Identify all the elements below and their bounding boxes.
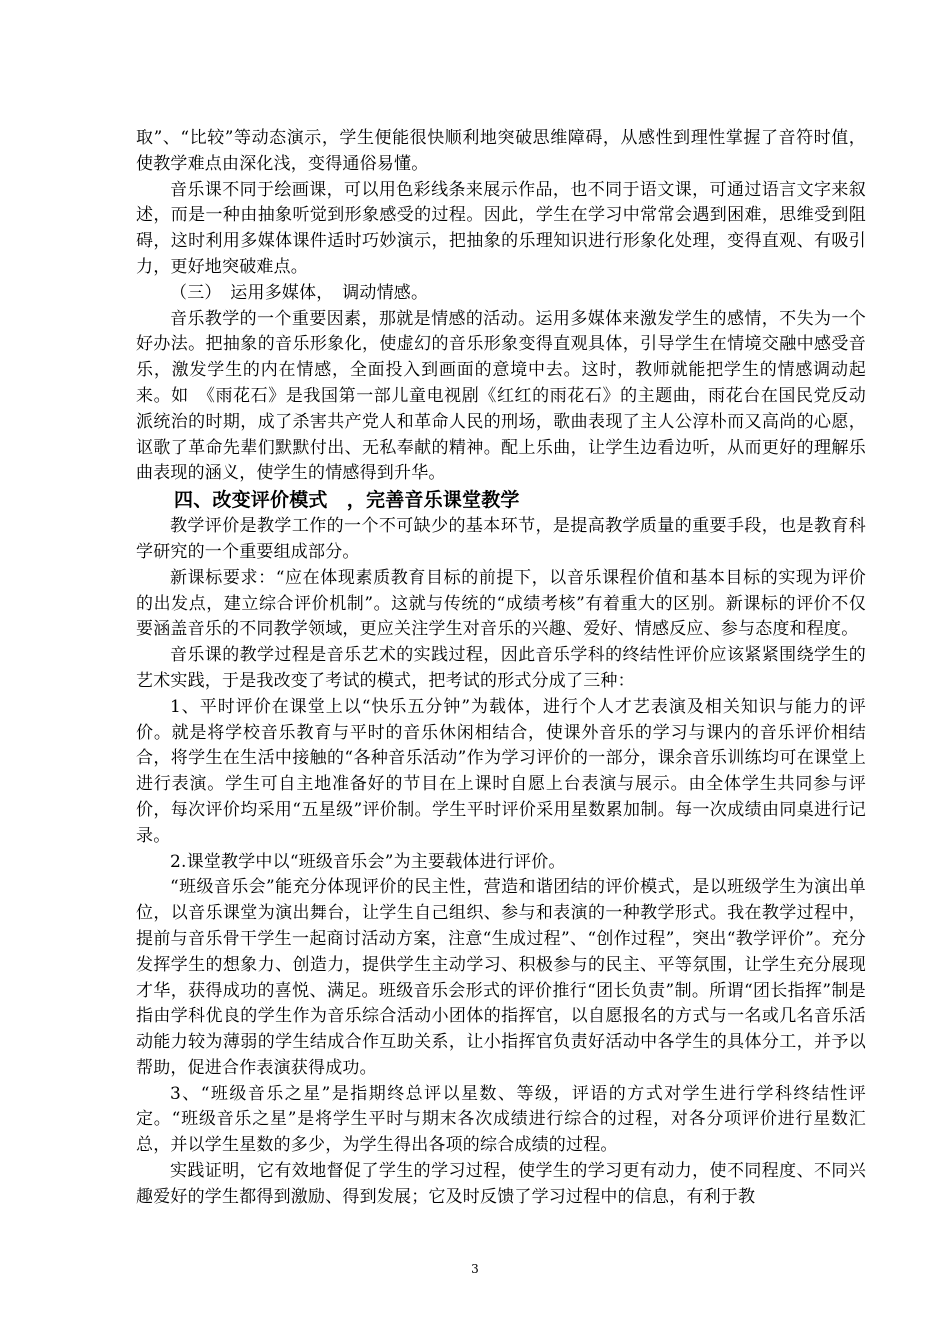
paragraph-class-concert: “班级音乐会”能充分体现评价的民主性，营造和谐团结的评价模式，是以班级学生为演出单位，以音乐课堂为演出舞台，让学生自己组织、参与和表演的一种教学形式。我在教学过程中，提前与音乐骨干学生一起商讨活动方案，注意“生成过程”、“创作过程”，突出“教学评价”。充分发挥学生的想象力、创造力，提供学生主动学习、积极参与的民主、平等氛围，让学生充分展现才华，获得成功的喜悦、满足。班级音乐会形式的评价推行“团长负责”制。所谓“团长指挥”制是指由学科优良的学生作为音乐综合活动小团体的指挥官，以自愿报名的方式与一名或几名音乐活动能力较为薄弱的学生结成合作互助关系，让小指挥官负责好活动中各学生的具体分工，并予以帮助，促进合作表演获得成功。 xyxy=(136,877,866,1078)
document-body xyxy=(136,126,866,1211)
paragraph-item-1: 1、平时评价在课堂上以“快乐五分钟”为载体，进行个人才艺表演及相关知识与能力的评价。就是将学校音乐教育与平时的音乐休闲相结合，使课外音乐的学习与课内的音乐评价相结合，将学生在生活中接触的“各种音乐活动”作为学习评价的一部分，课余音乐训练均可在课堂上进行表演。学生可自主地准备好的节目在上课时自愿上台表演与展示。由全体学生共同参与评价，每次评价均采用“五星级”评价制。学生平时评价采用星数累加制。每一次成绩由同桌进行记录。 xyxy=(136,696,866,846)
section-heading-evaluation: 四、改变评价模式 ，完善音乐课堂教学 xyxy=(174,489,520,512)
subsection-heading-emotion: （三） 运用多媒体， 调动情感。 xyxy=(170,282,429,303)
paragraph-practice-proof: 实践证明，它有效地督促了学生的学习过程，使学生的学习更有动力，使不同程度、不同兴趣爱好的学生都得到激励、得到发展；它及时反馈了学习过程中的信息，有利于教 xyxy=(136,1161,866,1207)
paragraph-item-2: 2.课堂教学中以“班级音乐会”为主要载体进行评价。 xyxy=(170,851,566,872)
paragraph-exam-modes: 音乐课的教学过程是音乐艺术的实践过程，因此音乐学科的终结性评价应该紧紧围绕学生的艺术实践，于是我改变了考试的模式，把考试的形式分成了三种： xyxy=(136,645,866,691)
page-number: 3 xyxy=(471,1262,479,1276)
paragraph-item-3: 3、“班级音乐之星”是指期终总评以星数、等级，评语的方式对学生进行学科终结性评定。“班级音乐之星”是将学生平时与期末各次成绩进行综合的过程，对各分项评价进行星数汇总，并以学生星数的多少，为学生得出各项的综合成绩的过程。 xyxy=(136,1083,866,1156)
paragraph-evaluation-intro: 教学评价是教学工作的一个不可缺少的基本环节，是提高教学质量的重要手段，也是教育科学研究的一个重要组成部分。 xyxy=(136,516,866,562)
paragraph-emotion-activity: 音乐教学的一个重要因素，那就是情感的活动。运用多媒体来激发学生的感情，不失为一个好办法。把抽象的音乐形象化，使虚幻的音乐形象变得直观具体，引导学生在情境交融中感受音乐，激发学生的内在情感，全面投入到画面的意境中去。这时，教师就能把学生的情感调动起来。如 《雨花石》是我国第一部儿童电视剧《红红的雨花石》的主题曲，雨花台在国民党反动派统治的时期，成了杀害共产党人和革命人民的刑场，歌曲表现了主人公淳朴而又高尚的心愿，讴歌了革命先辈们默默付出、无私奉献的精神。配上乐曲，让学生边看边听，从而更好的理解乐曲表现的涵义，使学生的情感得到升华。 xyxy=(136,308,866,484)
paragraph-continuation: 取”、“比较”等动态演示，学生便能很快顺利地突破思维障碍，从感性到理性掌握了音符时值，使教学难点由深化浅，变得通俗易懂。 xyxy=(136,128,866,174)
paragraph-new-curriculum: 新课标要求：“应在体现素质教育目标的前提下，以音乐课程价值和基本目标的实现为评价的出发点，建立综合评价机制”。这就与传统的“成绩考核”有着重大的区别。新课标的评价不仅要涵盖音乐的不同教学领域，更应关注学生对音乐的兴趣、爱好、情感反应、参与态度和程度。 xyxy=(136,567,866,640)
paragraph-abstract-hearing: 音乐课不同于绘画课，可以用色彩线条来展示作品，也不同于语文课，可通过语言文字来叙述，而是一种由抽象听觉到形象感受的过程。因此，学生在学习中常常会遇到困难，思维受到阻碍，这时利用多媒体课件适时巧妙演示，把抽象的乐理知识进行形象化处理，变得直观、有吸引力，更好地突破难点。 xyxy=(136,179,866,277)
